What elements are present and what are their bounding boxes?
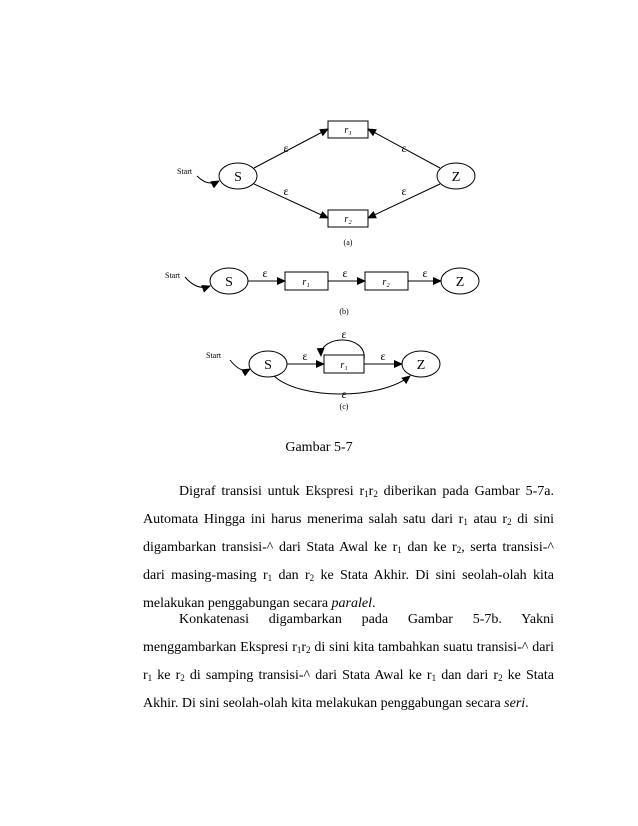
figure-c-label: (c) — [339, 402, 349, 411]
edge-s-r2 — [254, 184, 328, 218]
epsilon-label: ε — [401, 141, 407, 155]
epsilon-label: ε — [283, 184, 289, 198]
epsilon-label: ε — [401, 184, 407, 198]
diagram-c — [230, 340, 440, 394]
state-z-label: Z — [416, 358, 426, 373]
paragraph-serial: Konkatenasi digambarkan pada Gambar 5-7b. Yakni menggambarkan Ekspresi $r_1r_2$ di sini kita tambahkan suatu transisi-^ dari $r_1$ ke $r_2$ di samping transisi-^ dari Stata Awal ke $r_1$ dan dari $r_2$ ke Stata Akhir. Di sini seolah-olah kita melakukan penggabungan secara seri. — [143, 612, 554, 711]
state-s-label: S — [234, 170, 242, 185]
epsilon-label: ε — [341, 387, 347, 401]
r1-label: r₁ — [340, 360, 348, 371]
epsilon-label: ε — [342, 266, 348, 280]
start-label: Start — [177, 167, 193, 176]
start-label: Start — [206, 351, 222, 360]
r2-label: r₂ — [382, 277, 390, 288]
epsilon-label: ε — [341, 327, 347, 341]
state-z-label: Z — [451, 170, 461, 185]
epsilon-label: ε — [422, 266, 428, 280]
edge-s-r1 — [254, 129, 328, 168]
start-arrow — [197, 176, 219, 183]
r1-label: r₁ — [344, 125, 352, 136]
figure-b-label: (b) — [339, 307, 349, 316]
state-z-label: Z — [455, 275, 465, 290]
start-arrow — [230, 360, 250, 370]
epsilon-label: ε — [380, 349, 386, 363]
epsilon-label: ε — [262, 266, 268, 280]
paragraph-parallel: Digraf transisi untuk Ekspresi $r_1r_2$ diberikan pada Gambar 5-7a. Automata Hingga ini harus menerima salah satu dari $r_1$ atau $r_2$ di sini digambarkan transisi-^ dari Stata Awal ke $r_1$ dan ke $r_2$, serta transisi-^ dari masing-masing $r_1$ dan $r_2$ ke Stata Akhir. Di sini seolah-olah kita melakukan penggabungan secara paralel. — [143, 484, 554, 611]
start-label: Start — [165, 271, 181, 280]
figure-caption: Gambar 5-7 — [285, 440, 353, 455]
r2-label: r₂ — [344, 214, 352, 225]
start-arrow — [185, 277, 210, 287]
figure-a-label: (a) — [343, 238, 353, 247]
epsilon-label: ε — [283, 141, 289, 155]
epsilon-label: ε — [302, 349, 308, 363]
state-s-label: S — [225, 275, 233, 290]
loop-edge — [321, 340, 364, 360]
r1-label: r₁ — [302, 277, 310, 288]
state-s-label: S — [264, 358, 272, 373]
